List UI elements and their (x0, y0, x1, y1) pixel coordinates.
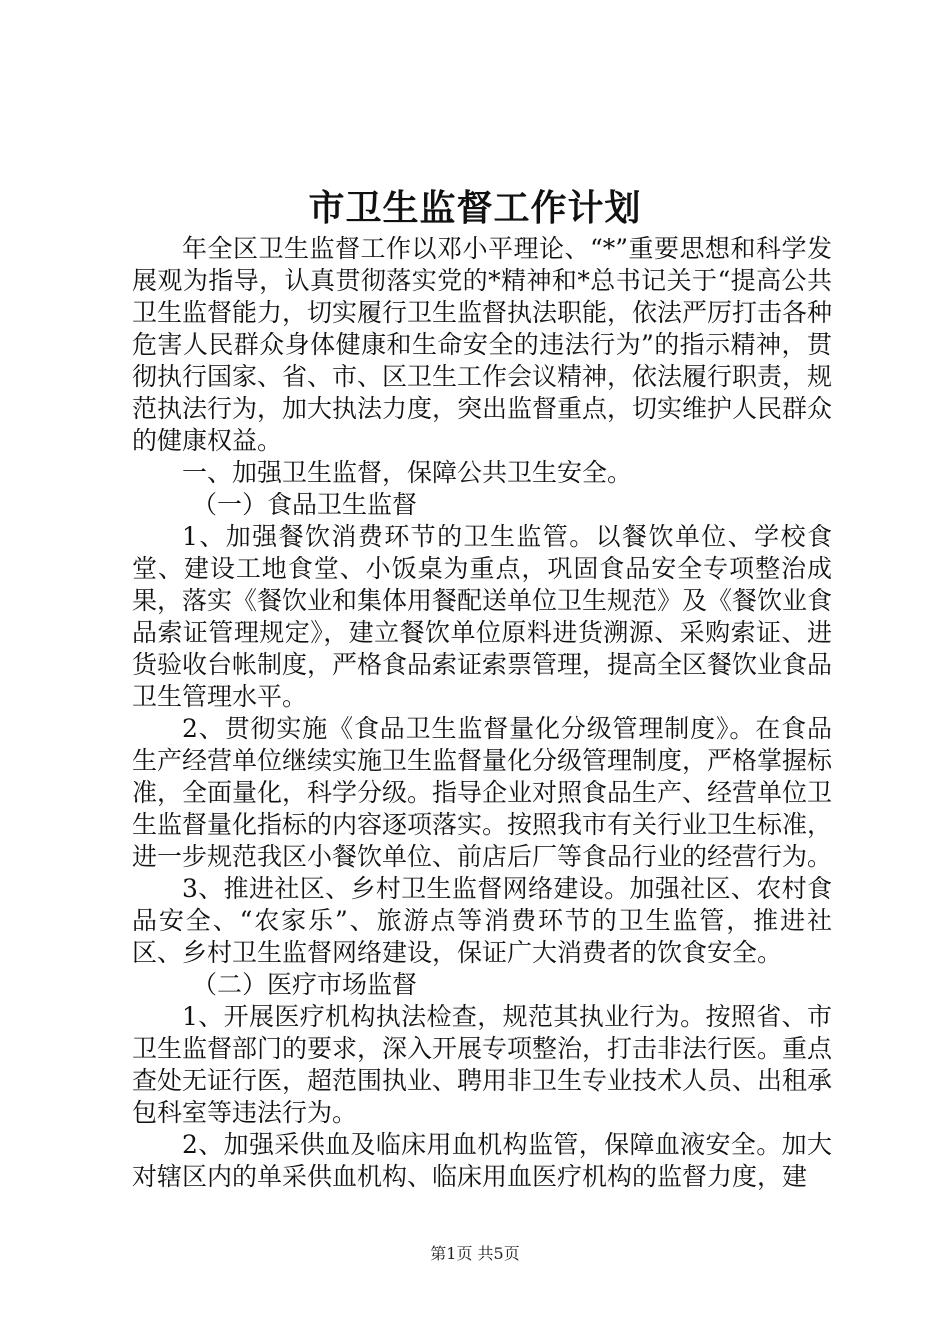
page-number-footer: 第1页 共5页 (430, 1244, 520, 1263)
document-title: 市卫生监督工作计划 (308, 187, 642, 229)
paragraph-medical-1: 1、开展医疗机构执法检查，规范其执业行为。按照省、市卫生监督部门的要求，深入开展专项整治，打击非法行医。重点查处无证行医，超范围执业、聘用非卫生专业技术人员、出租承包科室等违法行为。 (132, 1002, 833, 1127)
paragraph-medical-2: 2、加强采供血及临床用血机构监管，保障血液安全。加大对辖区内的单采供血机构、临床用血医疗机构的监督力度，建 (132, 1130, 832, 1191)
document-body (132, 233, 832, 1193)
paragraph-food-2: 2、贯彻实施《食品卫生监督量化分级管理制度》。在食品生产经营单位继续实施卫生监督量化分级管理制度，严格掌握标准，全面量化，科学分级。指导企业对照食品生产、经营单位卫生监督量化指标的内容逐项落实。按照我市有关行业卫生标准，进一步规范我区小餐饮单位、前店后厂等食品行业的经营行为。 (132, 714, 833, 871)
heading-section-1: 一、加强卫生监督，保障公共卫生安全。 (182, 458, 633, 487)
paragraph-food-1: 1、加强餐饮消费环节的卫生监管。以餐饮单位、学校食堂、建设工地食堂、小饭桌为重点，巩固食品安全专项整治成果，落实《餐饮业和集体用餐配送单位卫生规范》及《餐饮业食品索证管理规定》，建立餐饮单位原料进货溯源、采购索证、进货验收台帐制度，严格食品索证索票管理，提高全区餐饮业食品卫生管理水平。 (132, 522, 833, 711)
paragraph-food-3: 3、推进社区、乡村卫生监督网络建设。加强社区、农村食品安全、“农家乐”、旅游点等消费环节的卫生监管，推进社区、乡村卫生监督网络建设，保证广大消费者的饮食安全。 (132, 874, 832, 967)
paragraph-intro: 年全区卫生监督工作以邓小平理论、“*”重要思想和科学发展观为指导，认真贯彻落实党的*精神和*总书记关于“提高公共卫生监督能力，切实履行卫生监督执法职能，依法严厉打击各种危害人民群众身体健康和生命安全的违法行为”的指示精神，贯彻执行国家、省、市、区卫生工作会议精神，依法履行职责，规范执法行为，加大执法力度，突出监督重点，切实维护人民群众的健康权益。 (132, 234, 833, 455)
heading-subsection-food: （一）食品卫生监督 (192, 490, 418, 519)
heading-subsection-medical: （二）医疗市场监督 (192, 970, 418, 999)
